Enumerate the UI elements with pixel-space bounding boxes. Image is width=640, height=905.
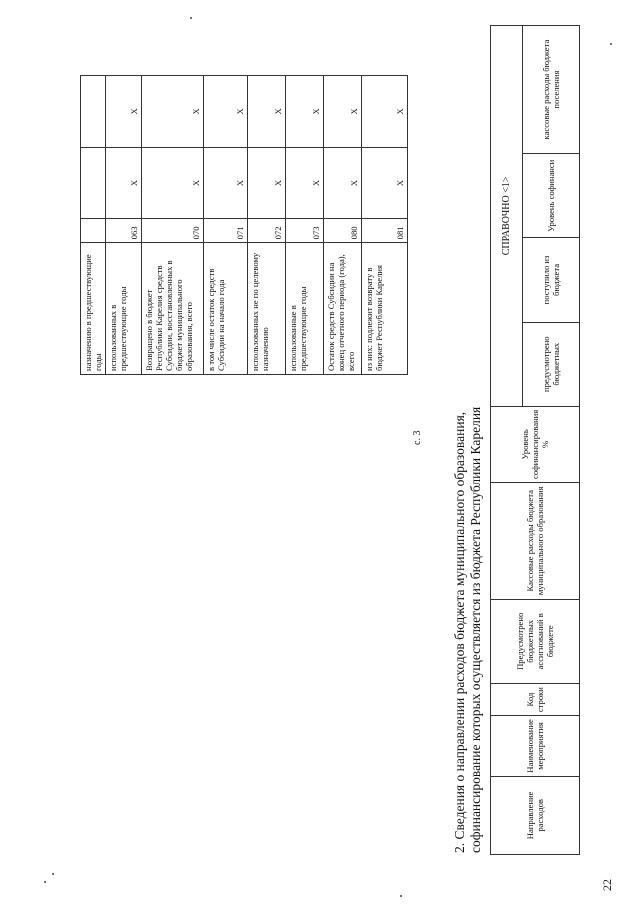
table-row: [286, 76, 324, 375]
row-label: использованные в предшествующие годы: [286, 243, 324, 375]
header-planned: Предусмотрено бюджетных ассигнований в бюджете: [491, 599, 580, 684]
table-row: [248, 76, 286, 375]
header-ref-planned: предусмотрено бюджетных: [523, 322, 579, 406]
row-col1: X: [106, 147, 142, 219]
header-level: Уровень софинансирования %: [491, 406, 580, 482]
row-code: 073: [286, 219, 324, 243]
row-col1: X: [286, 147, 324, 219]
row-code: 071: [204, 219, 248, 243]
header-ref-group: [523, 154, 580, 407]
table-row: [142, 76, 204, 375]
row-code: 070: [142, 219, 204, 243]
row-col1: X: [204, 147, 248, 219]
row-label: в том числе остаток средств Субсидии на начало года: [204, 243, 248, 375]
header-row-top: [491, 26, 523, 855]
row-code: 063: [106, 219, 142, 243]
table-row: [106, 76, 142, 375]
row-col2: X: [142, 76, 204, 148]
scan-speck: [190, 17, 192, 19]
row-label: Остаток средств Субсидии на конец отчетного периода (года), всего: [324, 243, 362, 375]
expenses-header-table: [490, 25, 580, 855]
row-col2: X: [248, 76, 286, 148]
row-col1: X: [248, 147, 286, 219]
scan-speck: [52, 873, 54, 875]
header-name: Наименование мероприятия: [491, 716, 580, 777]
page-number: 22: [600, 879, 614, 891]
row-code: 072: [248, 219, 286, 243]
row-col2: X: [362, 76, 408, 148]
table-row: [204, 76, 248, 375]
scan-speck: [400, 895, 402, 897]
row-code: 081: [362, 219, 408, 243]
header-direction: Направление расходов: [491, 776, 580, 854]
row-col1: [81, 147, 106, 219]
row-label: использованных в предшествующие годы: [106, 243, 142, 375]
row-col1: X: [142, 147, 204, 219]
row-col2: X: [324, 76, 362, 148]
row-col2: [81, 76, 106, 148]
continuation-table: [80, 75, 408, 375]
scan-speck: [44, 881, 46, 883]
table-row: [81, 76, 106, 375]
row-col2: X: [106, 76, 142, 148]
row-code: [81, 219, 106, 243]
table-row: [324, 76, 362, 375]
row-label: из них: подлежит возврату в бюджет Республики Карелия: [362, 243, 408, 375]
header-ref-level: Уровень софинанси: [546, 159, 556, 232]
row-col1: X: [324, 147, 362, 219]
page-marker: с. 3: [412, 430, 423, 445]
row-col2: X: [204, 76, 248, 148]
row-col2: X: [286, 76, 324, 148]
section-title-line1: 2. Сведения о направлении расходов бюджета муниципального образования,: [452, 411, 467, 853]
table-row: [362, 76, 408, 375]
section-title-line2: софинансирование которых осуществляется из бюджета Республики Карелия: [468, 406, 483, 853]
header-reference: СПРАВОЧНО <1>: [491, 26, 523, 407]
header-ref-cash: кассовые расходы бюджета поселения: [523, 26, 580, 154]
row-label: назначению в предшествующие годы: [81, 243, 106, 375]
scan-speck: [610, 43, 612, 45]
header-cash: Кассовые расходы бюджета муниципального образования: [491, 482, 580, 599]
header-code: Код строки: [491, 684, 580, 716]
header-ref-received: поступило из бюджета: [523, 237, 579, 321]
row-label: использованных не по целевому назначению: [248, 243, 286, 375]
row-col1: X: [362, 147, 408, 219]
row-code: 080: [324, 219, 362, 243]
row-label: Возвращено в бюджет Республики Карелия средств Субсидии, восстановленных в бюджет муниципального образования, всего: [142, 243, 204, 375]
